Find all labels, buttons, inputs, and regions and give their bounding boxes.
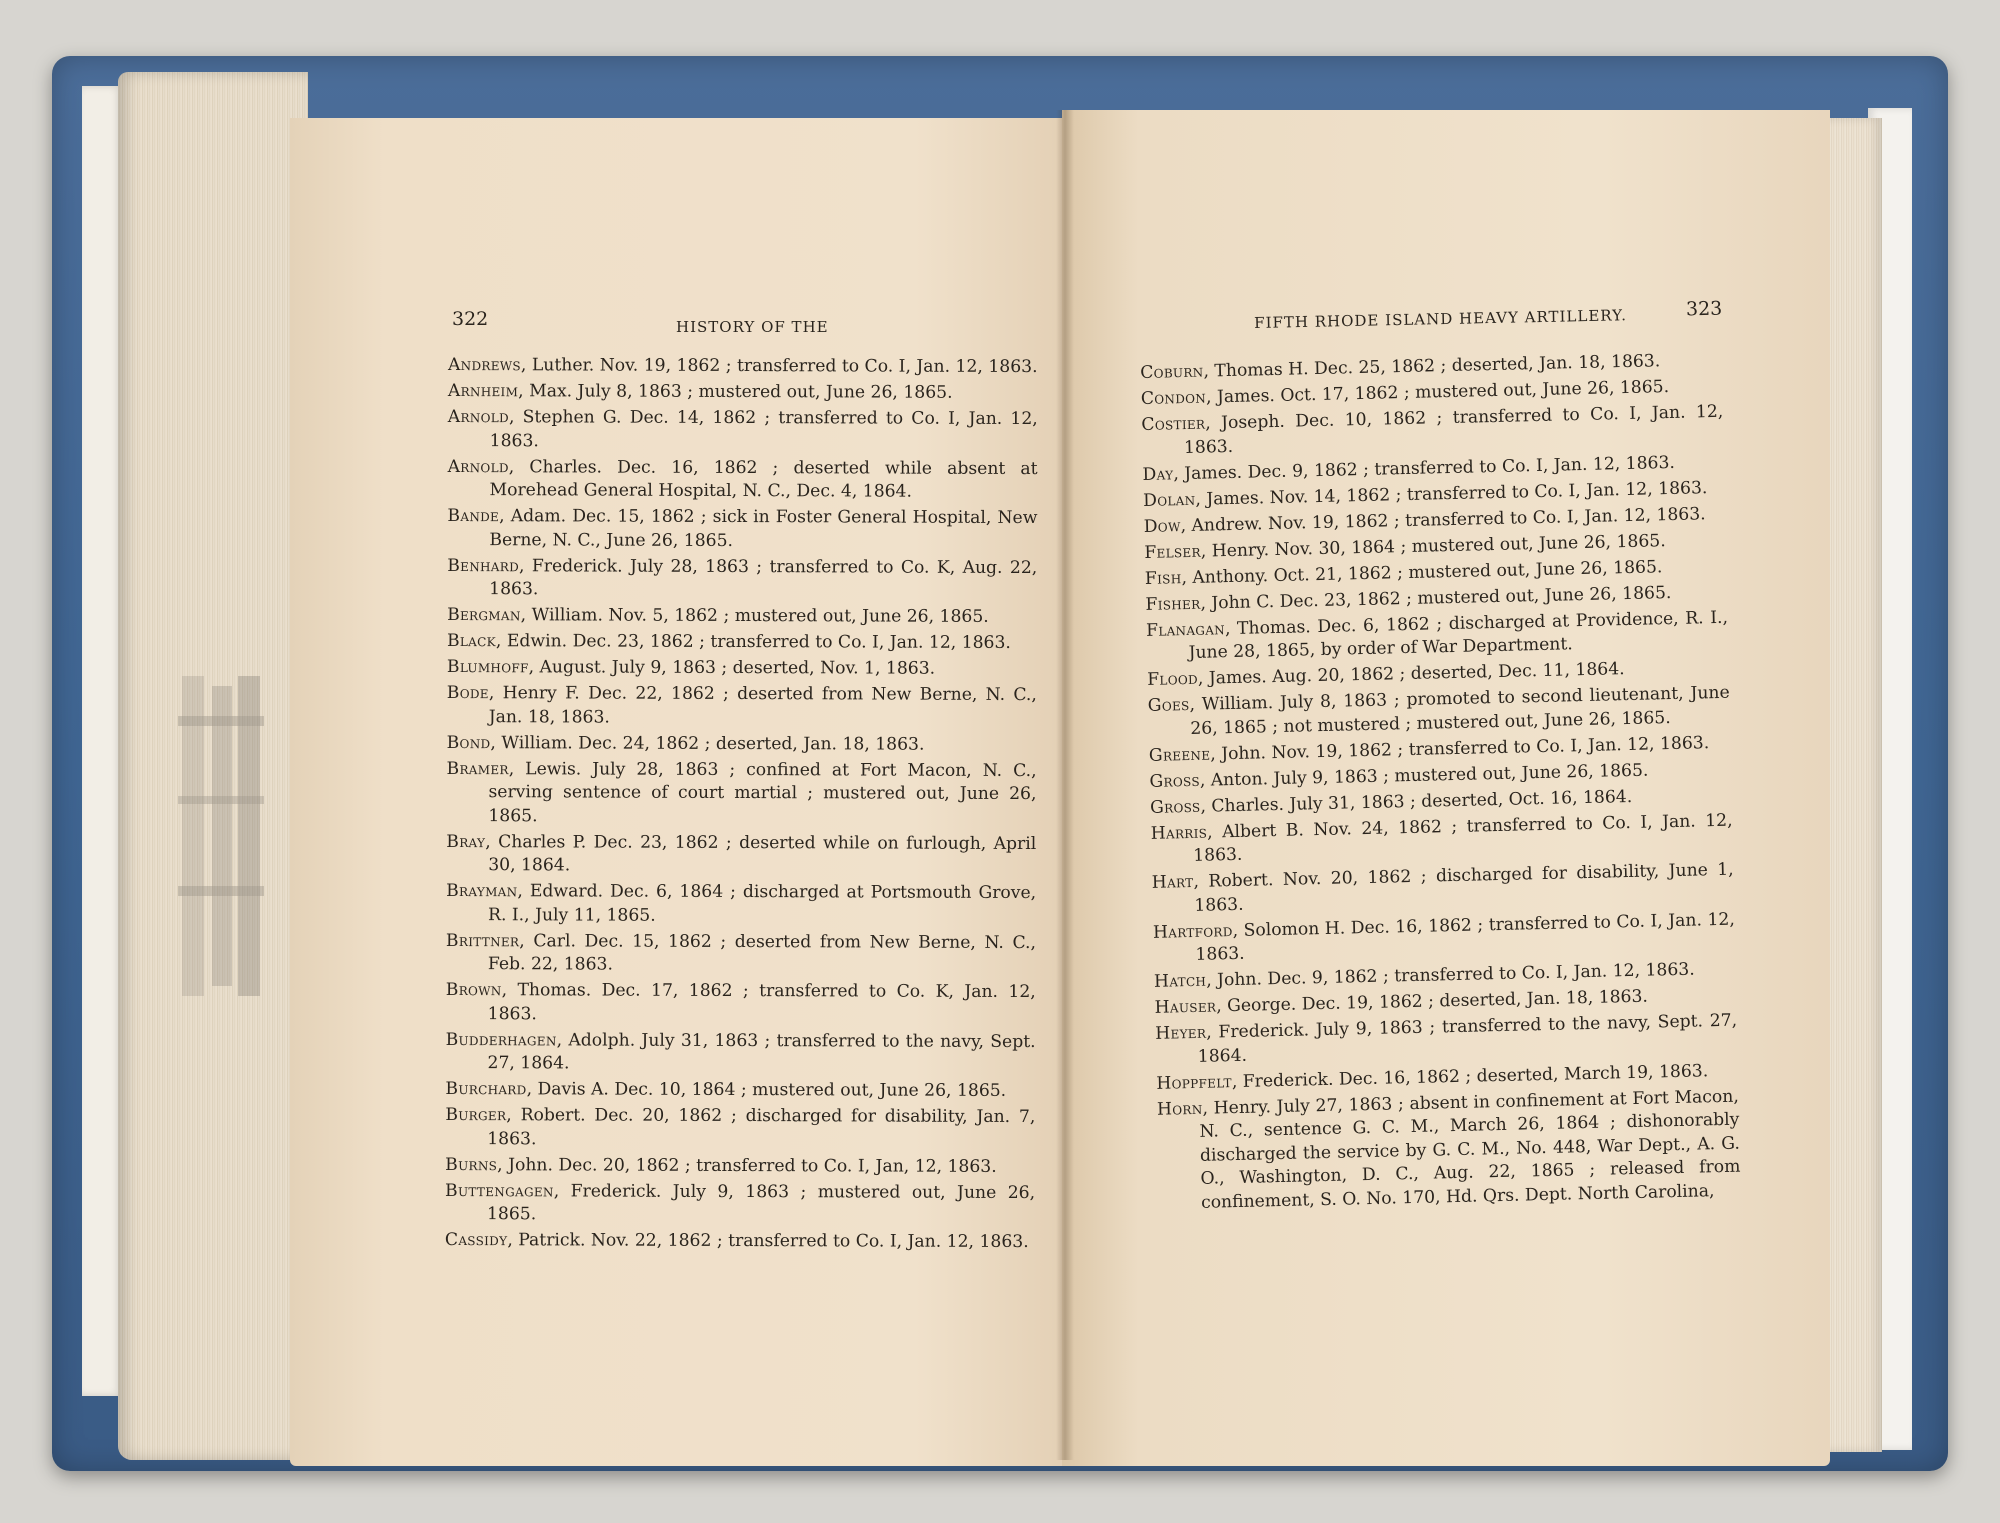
roster-surname: Buttengagen xyxy=(445,1180,554,1201)
roster-surname: Brittner xyxy=(445,930,520,951)
left-roster-list xyxy=(445,354,1038,1257)
roster-surname: Day xyxy=(1142,463,1174,485)
roster-details: , William. Dec. 24, 1862 ; deserted, Jan. 18, 1863. xyxy=(490,732,925,755)
roster-details: , August. July 9, 1863 ; deserted, Nov. 1, 1863. xyxy=(528,657,936,679)
roster-surname: Bray xyxy=(446,831,486,852)
roster-details: , Adam. Dec. 15, 1862 ; sick in Foster General Hospital, New Berne, N. C., June 26, 1865. xyxy=(489,506,1038,551)
library-stamp-image xyxy=(178,676,264,996)
roster-surname: Bond xyxy=(446,732,491,753)
roster-details: , Henry. July 27, 1863 ; absent in confinement at Fort Macon, N. C., sentence G. C. M., March 26, 1864 ; dishonorably discharged the service by G. C. M., No. 448, War Dept., A. G. O., Washington, D. C., Aug. 22, 1865 ; released from confinement, S. O. No. 170, Hd. Qrs. Dept. North Carolina, xyxy=(1199,1086,1741,1213)
right-running-head: FIFTH RHODE ISLAND HEAVY ARTILLERY. xyxy=(1254,306,1628,332)
roster-entry xyxy=(447,630,1037,656)
roster-surname: Gross xyxy=(1149,796,1201,818)
roster-details: , James. Oct. 17, 1862 ; mustered out, June 26, 1865. xyxy=(1205,377,1670,408)
roster-surname: Fisher xyxy=(1145,593,1201,615)
roster-details: , Frederick. July 9, 1863 ; transferred to the navy, Sept. 27, 1864. xyxy=(1197,1010,1738,1067)
roster-surname: Andrews xyxy=(447,355,521,376)
roster-entry xyxy=(445,1229,1035,1255)
roster-entry xyxy=(447,505,1037,554)
roster-details: , John C. Dec. 23, 1862 ; mustered out, June 26, 1865. xyxy=(1200,582,1672,614)
roster-surname: Dow xyxy=(1143,515,1181,537)
roster-surname: Brown xyxy=(445,979,502,1001)
roster-details: , Solomon H. Dec. 16, 1862 ; transferred to Co. I, Jan. 12, 1863. xyxy=(1195,909,1736,965)
roster-entry xyxy=(446,757,1036,830)
roster-details: , Charles. Dec. 16, 1862 ; deserted while absent at Morehead General Hospital, N. C., Dec. 4, 1864. xyxy=(489,456,1038,502)
roster-details: , Henry. Nov. 30, 1864 ; mustered out, June 26, 1865. xyxy=(1200,530,1666,562)
roster-surname: Felser xyxy=(1144,541,1202,563)
roster-details: , Henry F. Dec. 22, 1862 ; deserted from New Berne, N. C., Jan. 18, 1863. xyxy=(488,683,1037,728)
roster-entry xyxy=(446,929,1036,978)
roster-surname: Hart xyxy=(1151,871,1194,893)
roster-details: , Luther. Nov. 19, 1862 ; transferred to Co. I, Jan. 12, 1863. xyxy=(520,355,1038,378)
roster-details: , William. Nov. 5, 1862 ; mustered out, June 26, 1865. xyxy=(520,605,989,627)
roster-details: , Robert. Nov. 20, 1862 ; discharged for disability, June 1, 1863. xyxy=(1193,859,1734,916)
roster-entry xyxy=(447,554,1037,603)
roster-entry xyxy=(446,880,1036,929)
endpaper-left xyxy=(82,86,122,1396)
roster-details: , John. Dec. 9, 1862 ; transferred to Co. I, Jan. 12, 1863. xyxy=(1205,959,1695,991)
roster-surname: Burchard xyxy=(445,1078,527,1100)
roster-details: , John. Nov. 19, 1862 ; transferred to Co. I, Jan. 12, 1863. xyxy=(1210,732,1710,765)
roster-surname: Gross xyxy=(1149,770,1201,792)
roster-details: , Andrew. Nov. 19, 1862 ; transferred to Co. I, Jan. 12, 1863. xyxy=(1180,503,1706,536)
roster-entry xyxy=(445,1179,1035,1228)
roster-entry xyxy=(446,979,1036,1028)
roster-surname: Harris xyxy=(1150,822,1208,844)
roster-surname: Arnheim xyxy=(447,380,519,402)
roster-details: , Frederick. July 28, 1863 ; transferred to Co. K, Aug. 22, 1863. xyxy=(489,555,1038,600)
roster-details: , George. Dec. 19, 1862 ; deserted, Jan. 18, 1863. xyxy=(1216,986,1649,1017)
left-page-number: 322 xyxy=(452,308,489,330)
roster-surname: Bande xyxy=(447,505,500,527)
roster-surname: Blumhoff xyxy=(446,656,529,678)
roster-surname: Black xyxy=(446,630,496,652)
left-running-head: HISTORY OF THE xyxy=(676,318,829,336)
roster-details: , Stephen G. Dec. 14, 1862 ; transferred to Co. I, Jan. 12, 1863. xyxy=(489,407,1038,451)
roster-details: , Joseph. Dec. 10, 1862 ; transferred to Co. I, Jan. 12, 1863. xyxy=(1183,401,1724,458)
roster-entry xyxy=(447,455,1037,504)
roster-entry xyxy=(448,380,1038,406)
roster-details: , Davis A. Dec. 10, 1864 ; mustered out, June 26, 1865. xyxy=(526,1079,1007,1101)
roster-surname: Bergman xyxy=(447,604,521,626)
roster-details: , Lewis. July 28, 1863 ; confined at Fort Macon, N. C., serving sentence of court martial ; mustered out, June 26, 1865. xyxy=(488,758,1037,826)
roster-details: , Albert B. Nov. 24, 1862 ; transferred to Co. I, Jan. 12, 1863. xyxy=(1192,810,1733,866)
roster-details: , Thomas. Dec. 6, 1862 ; discharged at Providence, R. I., June 28, 1865, by order of War Department. xyxy=(1188,607,1729,663)
roster-details: , Anthony. Oct. 21, 1862 ; mustered out, June 26, 1865. xyxy=(1181,556,1663,588)
roster-surname: Arnold xyxy=(447,406,510,428)
roster-details: , Max. July 8, 1863 ; mustered out, June 26, 1865. xyxy=(518,381,953,403)
roster-entry xyxy=(448,354,1038,380)
roster-surname: Goes xyxy=(1147,694,1190,716)
roster-details: , Thomas H. Dec. 25, 1862 ; deserted, Jan. 18, 1863. xyxy=(1203,351,1661,382)
roster-surname: Fish xyxy=(1144,567,1182,589)
roster-surname: Benhard xyxy=(447,555,520,576)
roster-entry xyxy=(447,682,1037,731)
roster-entry xyxy=(447,656,1037,682)
roster-surname: Greene xyxy=(1148,744,1211,766)
roster-surname: Hatch xyxy=(1153,970,1207,992)
roster-surname: Heyer xyxy=(1155,1022,1207,1044)
roster-entry xyxy=(447,604,1037,630)
roster-details: , Thomas. Dec. 17, 1862 ; transferred to Co. K, Jan. 12, 1863. xyxy=(487,980,1036,1024)
roster-details: , Adolph. July 31, 1863 ; transferred to the navy, Sept. 27, 1864. xyxy=(487,1029,1036,1074)
roster-surname: Arnold xyxy=(447,456,509,477)
roster-entry xyxy=(446,830,1036,879)
page-block-right xyxy=(1822,118,1882,1452)
roster-surname: Brayman xyxy=(446,880,518,902)
roster-details: , Charles. July 31, 1863 ; deserted, Oct. 16, 1864. xyxy=(1200,786,1633,817)
roster-surname: Flanagan xyxy=(1145,618,1226,641)
right-page-number: 323 xyxy=(1685,297,1723,321)
roster-details: , James. Dec. 9, 1862 ; transferred to Co. I, Jan. 12, 1863. xyxy=(1173,452,1676,484)
roster-entry xyxy=(448,406,1038,455)
roster-entry xyxy=(445,1104,1035,1153)
roster-entry xyxy=(445,1078,1035,1104)
roster-surname: Bode xyxy=(446,682,489,704)
roster-details: , Carl. Dec. 15, 1862 ; deserted from New Berne, N. C., Feb. 22, 1863. xyxy=(487,930,1036,975)
roster-surname: Bramer xyxy=(446,758,509,779)
roster-surname: Hauser xyxy=(1154,996,1217,1018)
roster-surname: Coburn xyxy=(1140,361,1204,383)
roster-details: , Frederick. Dec. 16, 1862 ; deserted, March 19, 1863. xyxy=(1231,1060,1709,1092)
roster-surname: Dolan xyxy=(1142,489,1196,511)
roster-surname: Costier xyxy=(1141,413,1206,435)
roster-entry xyxy=(447,731,1037,757)
book-gutter xyxy=(1056,110,1074,1460)
roster-details: , William. July 8, 1863 ; promoted to second lieutenant, June 26, 1865 ; not mustered ; mustered out, June 26, 1865. xyxy=(1189,682,1730,739)
roster-surname: Horn xyxy=(1156,1098,1203,1120)
roster-details: , Anton. July 9, 1863 ; mustered out, June 26, 1865. xyxy=(1199,760,1649,791)
roster-entry xyxy=(445,1028,1035,1077)
roster-details: , James. Nov. 14, 1862 ; transferred to Co. I, Jan. 12, 1863. xyxy=(1195,477,1708,510)
roster-entry xyxy=(1157,1085,1742,1216)
roster-surname: Cassidy xyxy=(444,1229,508,1251)
roster-surname: Flood xyxy=(1146,668,1199,690)
roster-surname: Burns xyxy=(445,1154,498,1175)
roster-surname: Condon xyxy=(1140,387,1207,409)
roster-surname: Burger xyxy=(445,1104,507,1126)
roster-details: , Charles P. Dec. 23, 1862 ; deserted while on furlough, April 30, 1864. xyxy=(485,831,1037,876)
roster-details: , John. Dec. 20, 1862 ; transferred to Co. I, Jan, 12, 1863. xyxy=(497,1154,997,1177)
roster-surname: Budderhagen xyxy=(445,1029,557,1050)
roster-details: , James. Aug. 20, 1862 ; deserted, Dec. 11, 1864. xyxy=(1197,659,1625,689)
roster-details: , Robert. Dec. 20, 1862 ; discharged for disability, Jan. 7, 1863. xyxy=(487,1105,1036,1149)
roster-details: , Frederick. July 9, 1863 ; mustered out, June 26, 1865. xyxy=(486,1180,1036,1225)
roster-details: , Edward. Dec. 6, 1864 ; discharged at Portsmouth Grove, R. I., July 11, 1865. xyxy=(488,881,1037,926)
roster-details: , Patrick. Nov. 22, 1862 ; transferred to Co. I, Jan. 12, 1863. xyxy=(507,1230,1029,1253)
roster-surname: Hartford xyxy=(1152,920,1233,943)
roster-entry xyxy=(445,1153,1035,1179)
roster-surname: Hoppfelt xyxy=(1156,1071,1233,1094)
roster-details: , Edwin. Dec. 23, 1862 ; transferred to Co. I, Jan. 12, 1863. xyxy=(495,631,1011,653)
right-roster-list xyxy=(1140,349,1741,1218)
